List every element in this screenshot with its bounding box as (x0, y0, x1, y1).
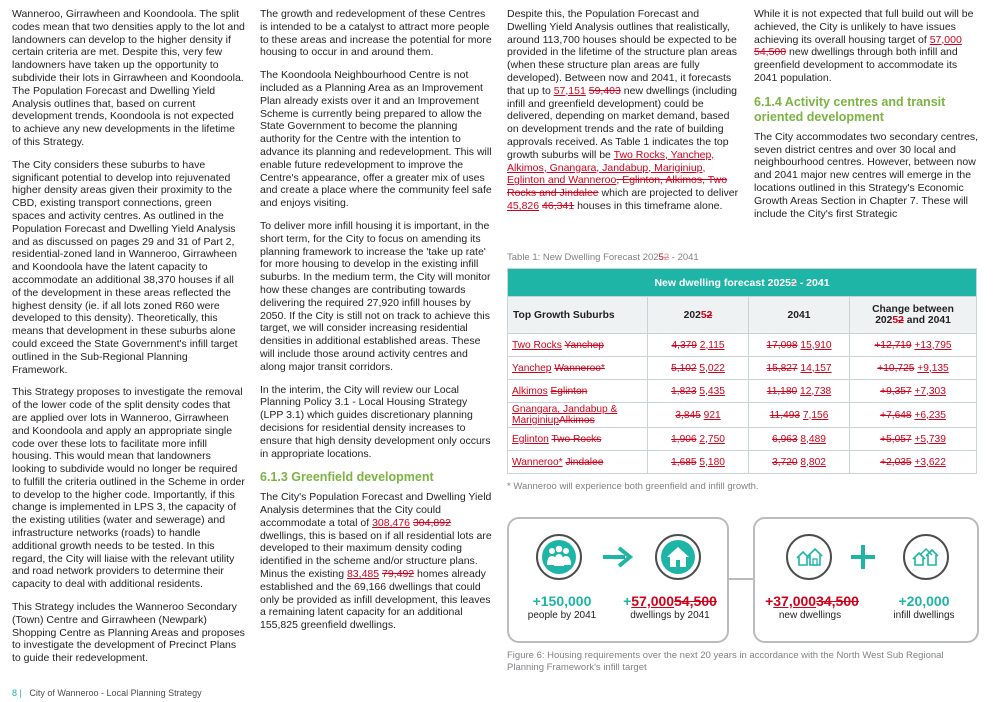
people-icon (536, 534, 582, 580)
column-3 (507, 8, 739, 223)
table-title: New dwelling forecast 20252 - 2041 (508, 269, 977, 297)
people-label: people by 2041 (527, 610, 597, 621)
paragraph: Wanneroo, Girrawheen and Koondoola. The split codes mean that two densities apply to the lot and landowners can develop to the higher density if certain criteria are met. Despite this, very few landowners have taken up the opportunity to subdivide their lots in Girrawheen and Koondoola. The Population Forecast and Dwelling Yield Analysis outlines that, based on current development trends, Koondoola is not expected to achieve any new developments in the lifetime of this Strategy. (12, 8, 245, 148)
infill-value: +20,000 (898, 593, 950, 609)
column-2 (260, 8, 492, 642)
deleted-value: 54,500 (754, 46, 787, 59)
paragraph: The growth and redevelopment of these Centres is intended to be a catalyst to attract more people to these areas and increase the potential for more housing to occur in and around them. (260, 8, 492, 59)
dwellings-value: +57,00054,500 (623, 593, 717, 609)
figure-caption: Figure 6: Housing requirements over the next 20 years in accordance with the North West Sub Regional Planning Framework's infill target (507, 650, 944, 673)
people-value: +150,000 (532, 593, 592, 609)
column-4 (754, 8, 979, 230)
column-header-suburb: Top Growth Suburbs (508, 297, 648, 334)
paragraph: This Strategy proposes to investigate the removal of the lower code of the split density codes that are applied over lots in Wanneroo, Girrawheen and Koondoola and apply an appropriate single code over these lots to facilitate more infill housing. This would mean that landowners looking to subdivide would no longer be required to fulfill the criteria outlined in the Scheme in order to develop to the higher code. Importantly, if this change is implemented in LPS 3, the capacity of the existing utilities (water and sewerage) and infrastructure networks (roads) to handle additional growth needs to be tested. In this regard, the City will liaise with the relevant utility and road network providers to determine their capacity to deal with additional residents. (12, 386, 245, 591)
houses-outline-icon (786, 534, 832, 580)
deleted-suburbs: , Eglinton, Alkimos, Two Rocks and Jindalee (507, 174, 728, 200)
table-caption: Table 1: New Dwelling Forecast 20252 - 2041 (507, 252, 699, 263)
table-row: Two Rocks Yanchep 4,379 2,115 17,098 15,910 +12,719 +13,795 (508, 334, 977, 357)
paragraph: The Koondoola Neighbourhood Centre is not included as a Planning Area as an Improvement Plan already exists over it and an Improvement Scheme is currently being prepared to allow the State Government to become the planning authority for the Centre with the intention to advance its planning and redevelopment. This will enable future redevelopment to improve the Centre's appearance, offer a greater mix of uses and create a place where the community feel safe and enjoys visiting. (260, 69, 492, 210)
infill-houses-icon (903, 534, 949, 580)
deleted-value: 59,403 (588, 84, 621, 97)
column-1 (12, 8, 245, 675)
page-number: 8 | (12, 688, 22, 698)
table-note: * Wanneroo will experience both greenfield and infill growth. (507, 481, 759, 492)
column-header-change: Change between 20252 and 2041 (850, 297, 977, 334)
paragraph: In the interim, the City will review our Local Planning Policy 3.1 - Local Housing Strategy (LPP 3.1) which guides discretionary planning decisions for residential density increases to ensure that high density development only occurs in appropriate locations. (260, 383, 491, 460)
section-heading-activity-centres: 6.1.4 Activity centres and transit oriented development (754, 94, 946, 124)
deleted-value: 79,492 (382, 568, 415, 581)
paragraph: Despite this, the Population Forecast and Dwelling Yield Analysis outlines that realistically, around 113,700 houses should be expected to be provided in the lifetime of the structure plan areas (when these structure plan areas are fully developed). Between now and 2041, it forecasts that up to 57,151 59,403 new dwellings (including infill and greenfield development) could be delivered, depending on market demand, based on development trends and the rate of building approvals received. As Table 1 indicates the top growth suburbs will be Two Rocks, Yanchep, Alkimos, Gnangara, Jandabup, Mariginiup, Eglinton and Wanneroo, Eglinton, Alkimos, Two Rocks and Jindalee which are projected to deliver 45,826 46,341 houses in this timeframe alone. (507, 8, 739, 212)
section-heading-greenfield: 6.1.3 Greenfield development (260, 470, 434, 485)
house-icon (655, 534, 701, 580)
table-row: Yanchep Wanneroo* 5,102 5,022 15,827 14,157 +10,725 +9,135 (508, 357, 977, 380)
revised-suburbs: Two Rocks, Yanchep, Alkimos, Gnangara, Jandabup, Mariginiup, Eglinton and Wanneroo (507, 148, 715, 187)
connector-line (727, 578, 753, 580)
revised-value: 45,826 (507, 199, 540, 212)
deleted-value: 304,892 (412, 516, 451, 529)
page-footer (12, 688, 202, 698)
revised-value: 57,151 (553, 84, 586, 97)
paragraph: This Strategy includes the Wanneroo Secondary (Town) Centre and Girrawheen (Newpark) Shopping Centre as Planning Areas and proposes to investigate the development of Precinct Plans to guide their redevelopment. (12, 601, 245, 665)
paragraph: To deliver more infill housing it is important, in the short term, for the City to focus on amending its planning framework to increase the 'take up rate' for more housing to develop in the existing infill suburbs. In the medium term, the City will monitor how these changes are contributing towards delivering the required 27,920 infill houses by 2050. If the City is still not on track to achieve this target, we will consider increasing residential densities in additional established areas. These will include those around activity centres and along major transit corridors. (260, 219, 491, 373)
paragraph: The City considers these suburbs to have significant potential to develop into rejuvenated higher density areas given their proximity to the CBD, existing transport connections, green spaces and activity centres. As outlined in the Population Forecast and Dwelling Yield Analysis and as discussed on pages 29 and 31 of Part 2, residential-zoned land in Wanneroo, Girrawheen and Koondoola have the latent capacity to accommodate an additional 38,370 houses if all of the development in these areas reflected the highest density (ie. if all lots zoned R60 were developed to this density). Theoretically, this means that development in these suburbs alone could exceed the State Government's infill target outlined in the Sub-Regional Planning Framework. (12, 158, 238, 376)
table-row: Eglinton Two Rocks 1,906 2,750 6,963 8,489 +5,057 +5,739 (508, 428, 977, 451)
revised-value: 308,476 (372, 516, 411, 529)
column-header-base-year: 20252 (648, 297, 749, 334)
revised-value: 83,485 (346, 568, 380, 581)
paragraph: While it is not expected that full build out will be achieved, the City is unlikely to have issues achieving its overall housing target of 57,000 54,500 new dwellings through both infill and greenfield development to accommodate its 2041 population. (754, 8, 974, 84)
dwelling-forecast-table (507, 268, 977, 474)
document-title: City of Wanneroo - Local Planning Strategy (29, 688, 202, 698)
plus-icon (849, 543, 877, 576)
new-dwellings-label: new dwellings (778, 610, 842, 621)
paragraph: The City's Population Forecast and Dwelling Yield Analysis determines that the City could accommodate a total of 308,476 304,892 dwellings, this is based on if all residential lots are developed to their maximum density coding identified in the scheme and/or structure plans. Minus the existing 83,485 79,492 homes already established and the 69,166 dwellings that could only be provided as infill development, this leaves a remaining latent capacity for an additional 155,825 greenfield dwellings. (260, 491, 492, 632)
table-row: Wanneroo* Jindalee 1,685 5,180 3,720 8,802 +2,035 +3,622 (508, 451, 977, 474)
column-header-2041: 2041 (749, 297, 850, 334)
revised-value: 57,000 (929, 33, 962, 46)
table-row: Alkimos Eglinton 1,823 5,435 11,180 12,738 +9,357 +7,303 (508, 380, 977, 403)
infill-label: infill dwellings (893, 610, 955, 621)
dwellings-label: dwellings by 2041 (630, 610, 710, 621)
deleted-value: 46,341 (542, 199, 575, 212)
new-dwellings-value: +37,00034,500 (765, 593, 859, 609)
arrow-right-icon (601, 546, 633, 573)
table-row: Gnangara, Jandabup & MariginiupAlkimos 3,845 921 11,493 7,156 +7,648 +6,235 (508, 403, 977, 428)
paragraph: The City accommodates two secondary centres, seven district centres and over 30 local and neighbourhood centres. However, between now and 2041 major new centres will emerge in the locations outlined in this Strategy's Economic Growth Areas Section in Chapter 7. These will include the City's first Strategic (754, 130, 979, 220)
